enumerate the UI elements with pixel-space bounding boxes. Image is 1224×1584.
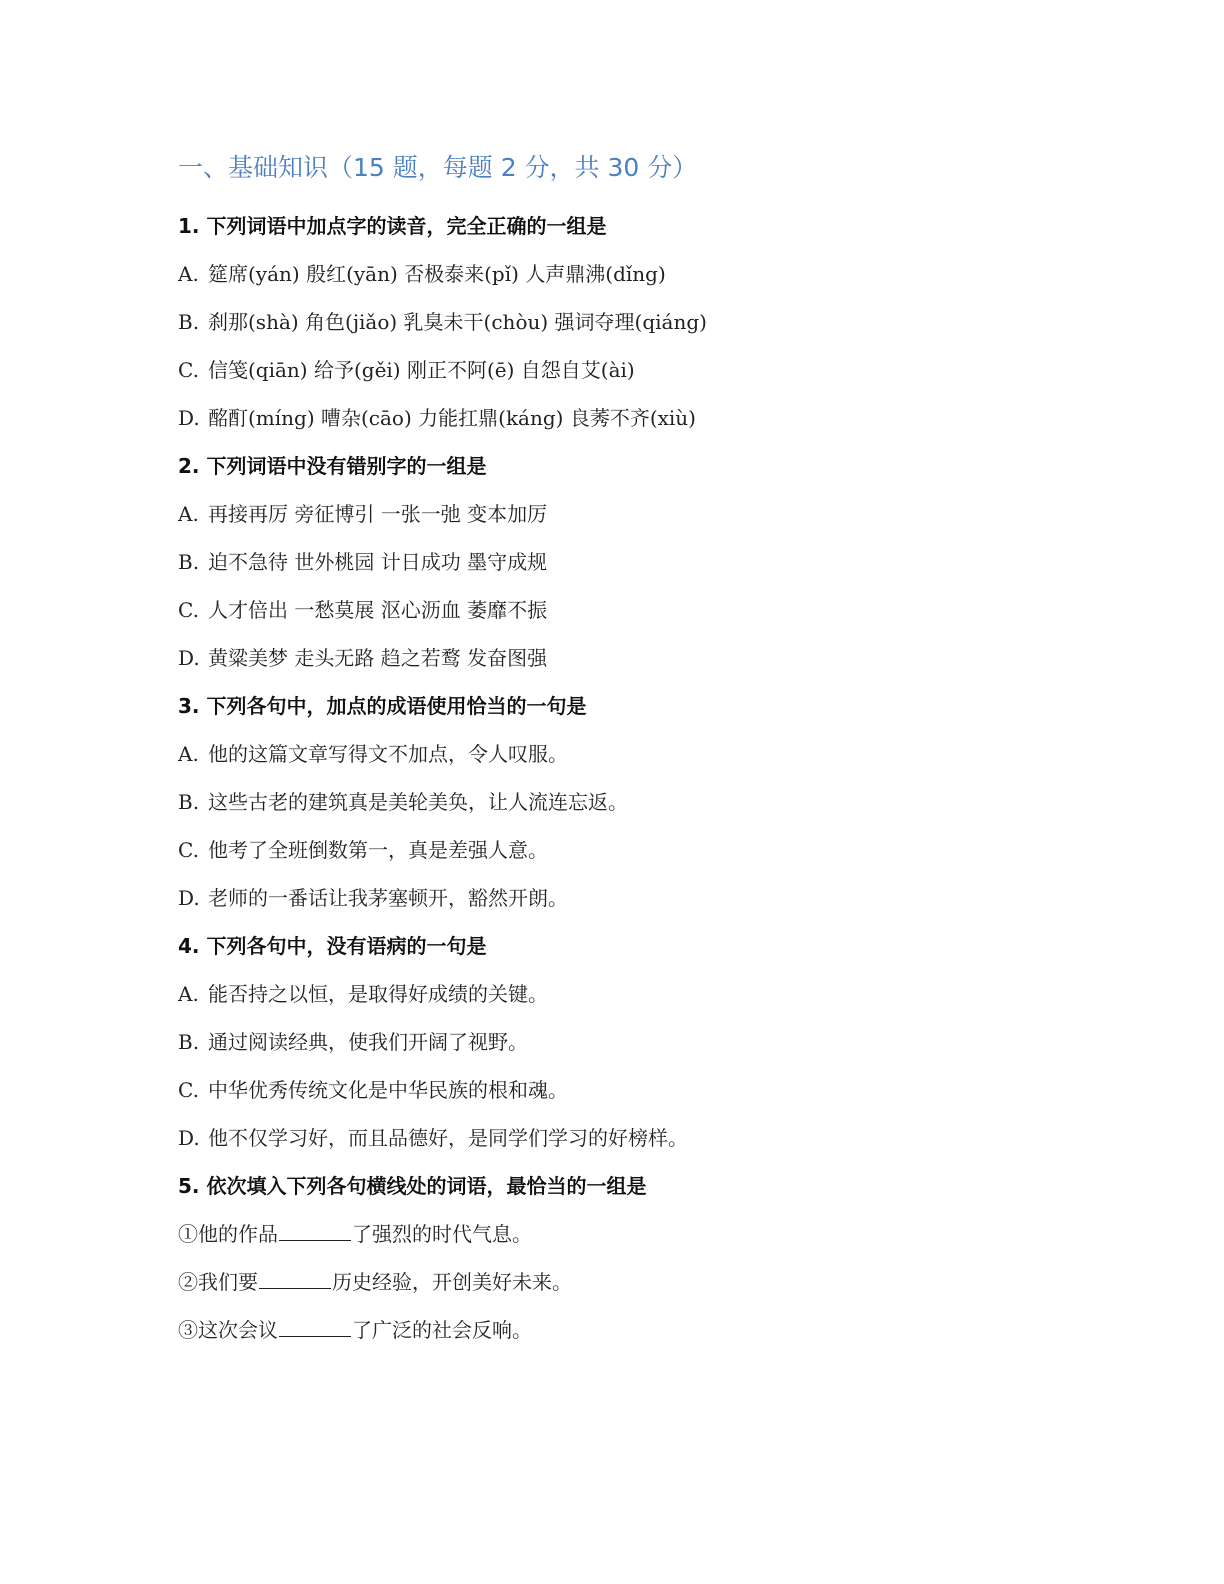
option-text: 人才倍出 一愁莫展 沤心沥血 萎靡不振 [208,598,548,622]
option-c [178,834,1138,866]
answer-blank [259,1266,331,1289]
option-c [178,1074,1138,1106]
exam-page [178,148,1138,1362]
option-text: 再接再厉 旁征博引 一张一弛 变本加厉 [208,502,548,526]
option-text: 黄粱美梦 走头无路 趋之若鹜 发奋图强 [208,646,548,670]
question-2 [178,450,1138,674]
question-1 [178,210,1138,434]
fill-sentence-3 [178,1314,1138,1346]
option-c [178,354,1138,386]
option-text: 他不仅学习好，而且品德好，是同学们学习的好榜样。 [208,1126,688,1150]
option-text: 中华优秀传统文化是中华民族的根和魂。 [208,1078,568,1102]
option-letter: C. [178,1078,199,1102]
option-b [178,1026,1138,1058]
option-b [178,546,1138,578]
answer-blank [279,1218,351,1241]
option-letter: A. [178,982,199,1006]
option-text: 筵席(yán) 殷红(yān) 否极泰来(pǐ) 人声鼎沸(dǐng) [208,262,666,286]
question-stem: 1. 下列词语中加点字的读音，完全正确的一组是 [178,214,607,238]
option-text: 这些古老的建筑真是美轮美奂，让人流连忘返。 [208,790,628,814]
fill-sentence-2 [178,1266,1138,1298]
sentence-start: ①他的作品 [178,1222,278,1246]
answer-blank [279,1314,351,1337]
option-letter: C. [178,598,199,622]
option-letter: B. [178,550,200,574]
option-a [178,738,1138,770]
question-4 [178,930,1138,1154]
option-text: 通过阅读经典，使我们开阔了视野。 [208,1030,528,1054]
option-a [178,498,1138,530]
question-5 [178,1170,1138,1346]
option-text: 信笺(qiān) 给予(gěi) 刚正不阿(ē) 自怨自艾(ài) [208,358,635,382]
section-heading: 一、基础知识（15 题，每题 2 分，共 30 分） [178,153,698,182]
option-d [178,882,1138,914]
option-d [178,402,1138,434]
sentence-end: 了广泛的社会反响。 [352,1318,532,1342]
option-a [178,978,1138,1010]
option-text: 能否持之以恒，是取得好成绩的关键。 [208,982,548,1006]
option-text: 迫不急待 世外桃园 计日成功 墨守成规 [208,550,548,574]
option-letter: A. [178,262,199,286]
option-b [178,786,1138,818]
option-b [178,306,1138,338]
option-letter: D. [178,646,200,670]
option-letter: C. [178,358,199,382]
option-letter: D. [178,886,200,910]
fill-sentence-1 [178,1218,1138,1250]
option-letter: C. [178,838,199,862]
question-stem: 4. 下列各句中，没有语病的一句是 [178,934,487,958]
sentence-start: ③这次会议 [178,1318,278,1342]
option-text: 刹那(shà) 角色(jiǎo) 乳臭未干(chòu) 强词夺理(qiáng) [208,310,707,334]
option-text: 他考了全班倒数第一，真是差强人意。 [208,838,548,862]
question-3 [178,690,1138,914]
option-letter: A. [178,742,199,766]
option-letter: D. [178,1126,200,1150]
option-letter: B. [178,790,200,814]
sentence-end: 历史经验，开创美好未来。 [332,1270,572,1294]
option-letter: B. [178,1030,200,1054]
option-letter: D. [178,406,200,430]
question-stem: 3. 下列各句中，加点的成语使用恰当的一句是 [178,694,587,718]
option-text: 酩酊(míng) 嘈杂(cāo) 力能扛鼎(káng) 良莠不齐(xiù) [208,406,696,430]
sentence-end: 了强烈的时代气息。 [352,1222,532,1246]
option-text: 老师的一番话让我茅塞顿开，豁然开朗。 [208,886,568,910]
question-stem: 2. 下列词语中没有错别字的一组是 [178,454,487,478]
option-d [178,1122,1138,1154]
option-a [178,258,1138,290]
option-letter: B. [178,310,200,334]
sentence-start: ②我们要 [178,1270,258,1294]
option-text: 他的这篇文章写得文不加点，令人叹服。 [208,742,568,766]
option-c [178,594,1138,626]
question-stem: 5. 依次填入下列各句横线处的词语，最恰当的一组是 [178,1174,647,1198]
option-letter: A. [178,502,199,526]
option-d [178,642,1138,674]
